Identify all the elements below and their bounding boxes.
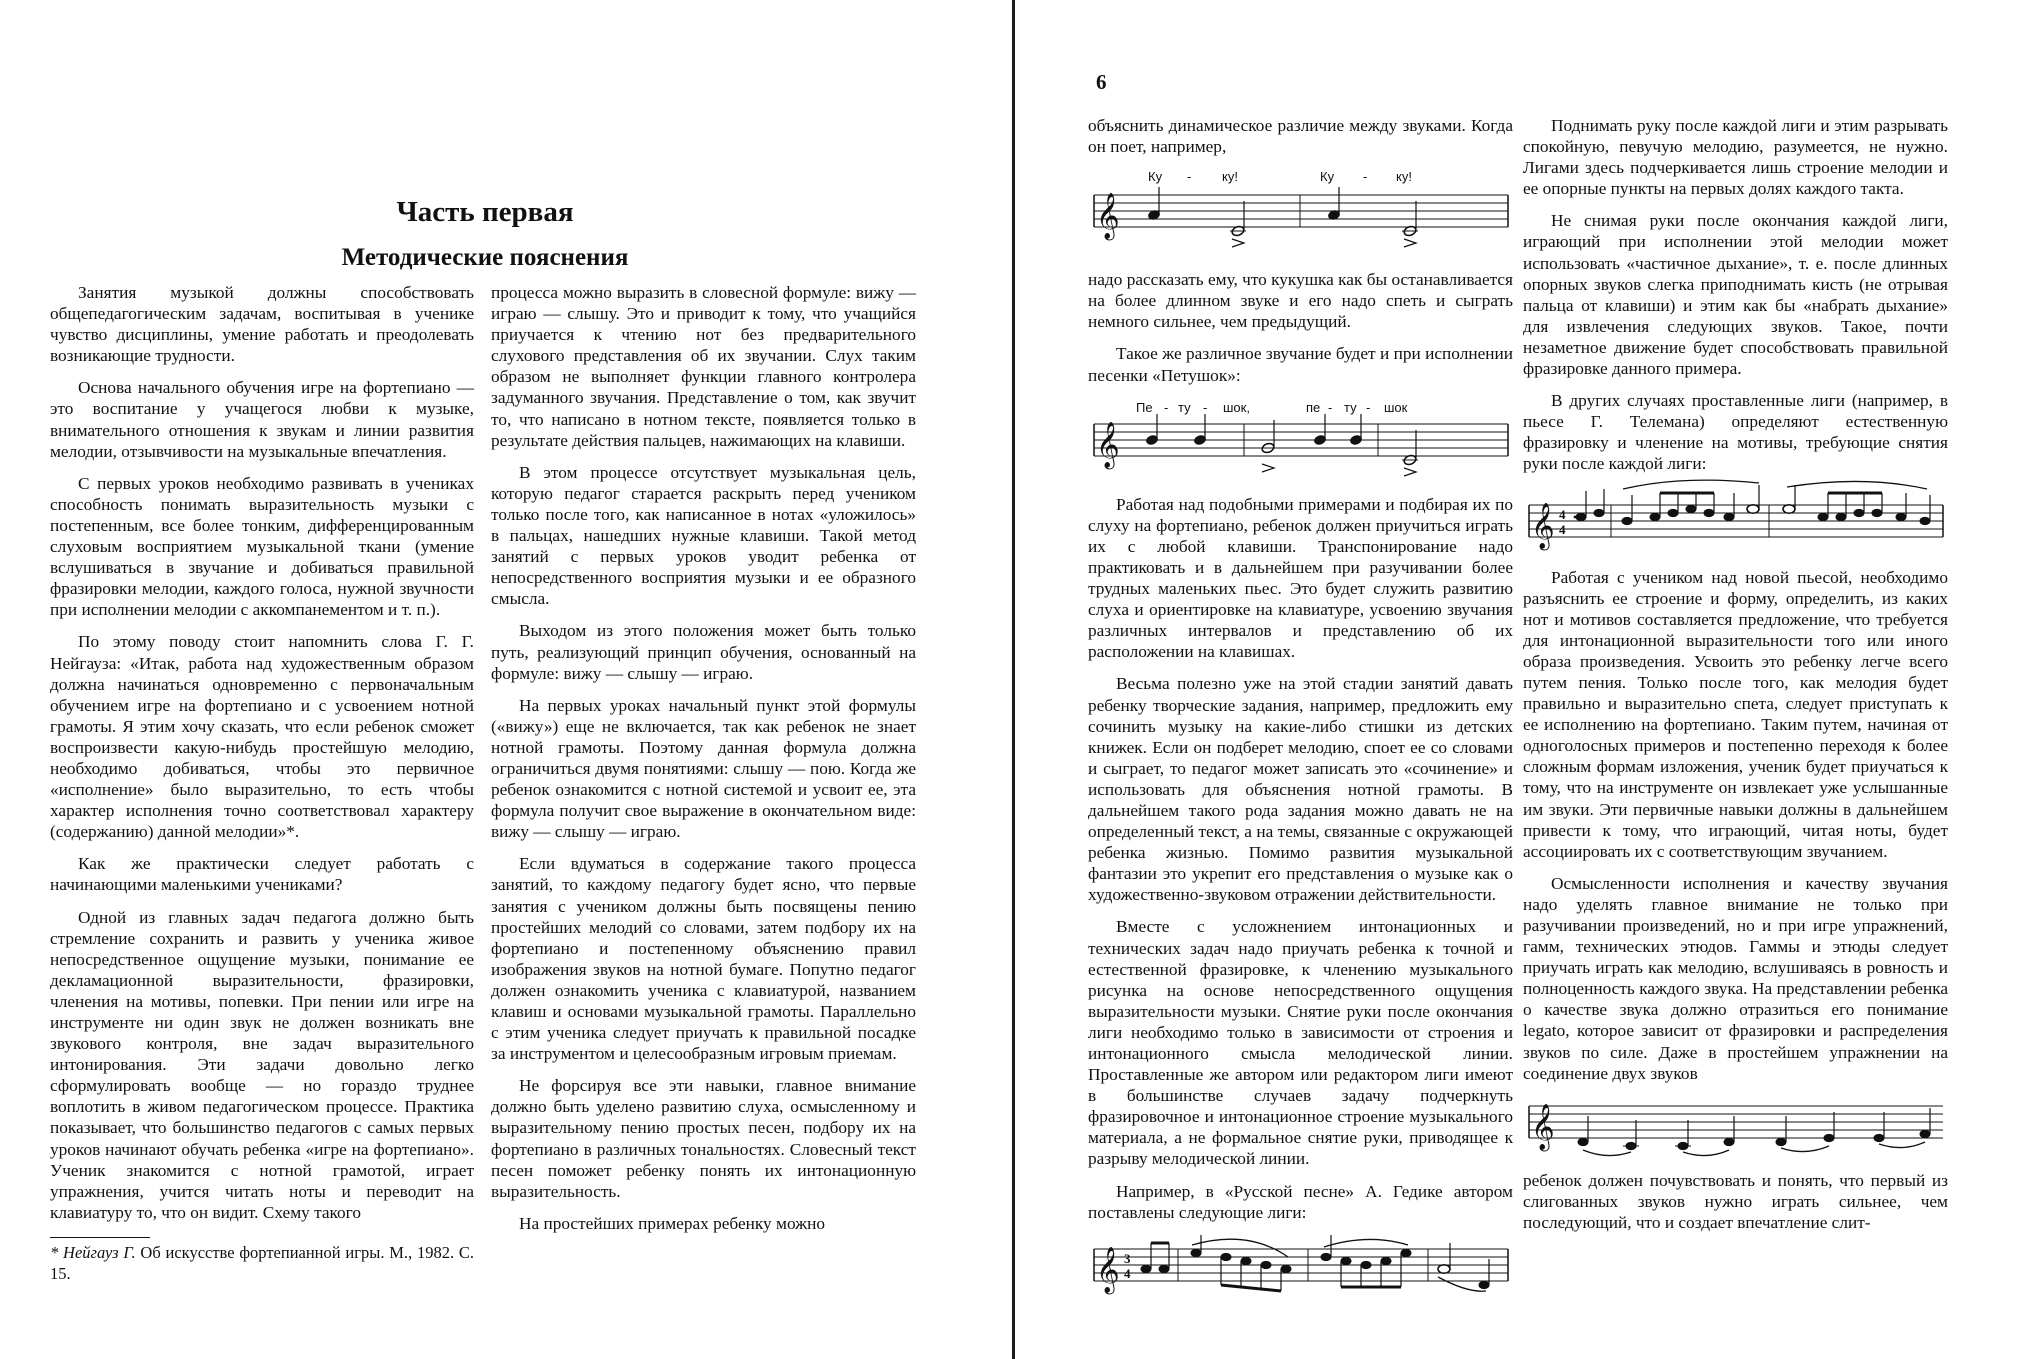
music-example-two-notes: [1523, 1088, 1948, 1158]
music-example-cuckoo: [1088, 161, 1513, 257]
note: [1920, 1108, 1930, 1138]
lyric: Пе: [1136, 399, 1153, 415]
right-page: [1020, 0, 2022, 1359]
lyric: -: [1203, 399, 1208, 415]
right-column-1: [1088, 115, 1513, 1309]
paragraph: На простейших примерах ребенку можно: [519, 1213, 825, 1233]
note: [1874, 1112, 1884, 1142]
note: [1675, 1120, 1691, 1150]
paragraph: Если вдуматься в содержание такого процесса занятий, то каждому педагогу будет ясно, что первые занятия с учеником должны быть посвящены пению простейших мелодий со словами, затем подбору их на фортепиано и постепенному объяснению правил изображения звуков на нотной бумаге. Попутно педагог должен ознакомить ученика с клавиатурой, названием клавиш и основами музыкальной грамоты. Параллельно с этим ученика следует приучать к правильной посадке за инструментом и целесообразным игровым приемам.: [491, 854, 916, 1064]
note: [1623, 1120, 1639, 1150]
treble-clef-icon: 𝄞: [1096, 1246, 1120, 1293]
left-page: [0, 0, 1010, 1359]
note: [1650, 493, 1714, 521]
footnote-rule: [50, 1237, 150, 1238]
staff: [1529, 1106, 1943, 1138]
note: [1141, 1243, 1169, 1273]
paragraph: Такое же различное звучание будет и при исполнении песенки «Петушок»:: [1088, 344, 1513, 385]
accent-mark: [1404, 239, 1416, 247]
note: [1147, 187, 1160, 221]
time-signature-bottom: 4: [1559, 521, 1566, 537]
part-title: Часть первая: [396, 196, 574, 228]
note: [1145, 414, 1158, 446]
left-column-2: [491, 282, 916, 1245]
note: [1776, 1116, 1786, 1146]
accent-mark: [1404, 468, 1416, 476]
paragraph: Например, в «Русской песне» А. Гедике автором поставлены следующие лиги:: [1088, 1181, 1513, 1222]
paragraph: По этому поводу стоит напомнить слова Г. Г. Нейгауза: «Итак, работа над художественным образом должна начинаться одновременно с первоначальным обучением игре на фортепиано и с усвоением нотной грамоты. Я этим хочу сказать, что если ребенок сможет воспроизвести какую-нибудь простейшую мелодию, необходимо добиваться, чтобы это первичное «исполнение» было выразительно, то есть чтобы характер исполнения точно соответствовал характеру (содержанию) данной мелодии»*.: [50, 632, 474, 842]
paragraph: В других случаях проставленные лиги (например, в пьесе Г. Телемана) определяют естественную фразировку и членение на мотивы, требующие снятия руки после каждой лиги:: [1523, 391, 1948, 474]
paragraph: Основа начального обучения игре на фортепиано — это воспитание у учащегося любви к музыке, внимательного отношения к звукам и линии развития мелодии, отзывчивости на музыкальные впечатления.: [50, 378, 474, 461]
lyric: ту: [1344, 399, 1357, 415]
time-signature-top: 3: [1124, 1250, 1131, 1266]
lyric: шок,: [1223, 399, 1250, 415]
lyric: шок: [1384, 399, 1408, 415]
slur: [1781, 1146, 1829, 1152]
music-example-petushok: [1088, 390, 1513, 482]
note: [1578, 1116, 1588, 1146]
lyric: -: [1363, 169, 1368, 185]
note: [1824, 1112, 1834, 1142]
paragraph: Занятия музыкой должны способствовать общепедагогическим задачам, воспитывая в ученике чувство дисциплины, умение работать и преодолевать возникающие трудности.: [50, 283, 474, 366]
accent-mark: [1262, 464, 1274, 472]
treble-clef-icon: 𝄞: [1531, 502, 1555, 549]
note: [1191, 1235, 1201, 1257]
accent-mark: [1232, 239, 1244, 247]
paragraph: Весьма полезно уже на этой стадии занятий давать ребенку творческие задания, например, предложить ему сочинить музыку на какие-либо стишки из детских книжек. Если он подберет мелодию, споет ее со словами и сыграет, то педагог может записать это «сочинение» и использовать для объяснения нотной грамоты. В дальнейшем такого рода задания можно давать не на определенный текст, а на темы, связанные с окружающей ребенка жизнью. Помимо развития музыкальной фантазии это укрепит его представления о музыке как о художественно-звуковом отражении действительности.: [1088, 674, 1513, 905]
paragraph: С первых уроков необходимо развивать в учениках способность понимать выразительность музыки с постепенным, все более тонким, дифференцированным слуховым восприятием музыкальной ткани (умение вслушиваться в звучание и добиваться правильной фразировки мелодии, каждого голоса, нужной звучности при исполнении мелодии с аккомпанементом и т. п.).: [50, 473, 474, 620]
paragraph: объяснить динамическое различие между звуками. Когда он поет, например,: [1088, 116, 1513, 157]
page-number: 6: [1096, 70, 1107, 94]
paragraph: Выходом из этого положения может быть только путь, реализующий принцип обучения, основанный на формуле: вижу — слышу — играю.: [491, 621, 916, 683]
lyric: -: [1187, 169, 1192, 185]
lyric: Ку: [1148, 169, 1163, 185]
lyric: ку!: [1396, 169, 1412, 185]
paragraph: Поднимать руку после каждой лиги и этим разрывать спокойную, певучую мелодию, разумеется, не нужно. Лигами здесь подчеркивается лишь строение мелодии и ее опорные пункты на первых долях каждого такта.: [1523, 116, 1948, 199]
lyric: ку!: [1222, 169, 1238, 185]
lyric: -: [1366, 399, 1371, 415]
slur: [1583, 1150, 1631, 1156]
lyric: -: [1328, 399, 1333, 415]
slur: [1324, 1239, 1408, 1247]
note: [1438, 1243, 1450, 1273]
note: [1622, 495, 1632, 525]
left-column-1: [50, 282, 474, 1234]
note: [1783, 485, 1795, 513]
music-example-gedike: [1088, 1227, 1513, 1297]
paragraph: процесса можно выразить в словесной формуле: вижу — играю — слышу. Это и приводит к тому, что учащийся приучается к чтению нот без предварительного слухового представления об их звучании. Слух таким образом не выполняет функции главного контролера задуманного звучания. Представление о том, как звучит то, что написано в нотном тексте, появляется только в результате действия пальцев, нажимающих на клавиши.: [491, 283, 916, 450]
time-signature-bottom: 4: [1124, 1265, 1131, 1281]
note: [1261, 420, 1275, 454]
slur: [1879, 1142, 1925, 1148]
footnote: [50, 1242, 474, 1284]
slur: [1623, 480, 1759, 489]
page-gutter: [1012, 0, 1015, 1359]
treble-clef-icon: 𝄞: [1096, 421, 1120, 468]
note: [1193, 414, 1206, 446]
section-title: Методические пояснения: [341, 244, 629, 271]
treble-clef-icon: 𝄞: [1096, 193, 1120, 240]
footnote-author: * Нейгауз Г.: [50, 1243, 136, 1262]
note: [1747, 485, 1759, 513]
lyric: ту: [1178, 399, 1191, 415]
paragraph: Работая над подобными примерами и подбирая их по слуху на фортепиано, ребенок должен приучиться играть их с любой клавиши. Транспонирование надо практиковать и в дальнейшем при разучивании более трудных маленьких пьес. Это будет служить развитию слуха и ориентировке на клавиатуре, усвоению звучания различных интервалов и представлению об их расположении на клавишах.: [1088, 494, 1513, 662]
note: [1920, 495, 1930, 525]
note: [1818, 493, 1882, 521]
footnote-text: Об искусстве фортепианной игры. М., 1982. С. 15.: [50, 1243, 474, 1283]
slur: [1683, 1150, 1729, 1156]
paragraph: В этом процессе отсутствует музыкальная цель, которую педагог старается раскрыть перед учеником только после того, как написанное в нотах «уложилось» в пальцах, нашедших нужные клавиши. Такой метод занятий с первых уроков уводит ребенка от непосредственного восприятия музыки и ее образного смысла.: [491, 462, 916, 609]
treble-clef-icon: 𝄞: [1531, 1103, 1555, 1150]
note: [1479, 1259, 1489, 1289]
note: [1221, 1253, 1291, 1291]
lyric: Ку: [1320, 169, 1335, 185]
note: [1574, 491, 1586, 521]
lyric: -: [1164, 399, 1169, 415]
note: [1594, 489, 1604, 517]
right-column-2: [1523, 115, 1948, 1244]
paragraph: Не форсируя все эти навыки, главное внимание должно быть уделено развитию слуха, осмысленному и выразительному пению простых песен, подбору их на фортепиано в различных тональностях. Словесный текст песен поможет ребенку понять их интонационную выразительность.: [491, 1076, 916, 1201]
paragraph: Одной из главных задач педагога должно быть стремление сохранить и развить у ученика живое непосредственное ощущение музыки, понимание ее декламационной выразительности, фразировки, членения на мотивы, попевки. При пении или игре на инструменте ни один звук не должен возникать вне звукового контроля, вне задач выразительного интонирования. Эти задачи довольно легко сформулировать вообще — но гораздо труднее воплотить в живом педагогическом процессе. Практика показывает, что большинство педагогов с самых первых уроков начинают обучать ребенка «игре на фортепиано». Ученик знакомится с нотной грамотой, играет упражнения, учится читать ноты и переводит на клавиатуру то, что он видит. Схему такого: [50, 907, 474, 1222]
note: [1724, 1116, 1734, 1146]
note: [1327, 187, 1340, 221]
time-signature-top: 4: [1559, 506, 1566, 522]
staff: [1529, 505, 1943, 537]
note: [1896, 493, 1906, 521]
slur: [1192, 1239, 1288, 1257]
note: [1313, 414, 1326, 446]
paragraph: Не снимая руки после окончания каждой лиги, играющий при исполнении этой мелодии может использовать «частичное дыхание», т. е. после длинных опорных звуков слегка приподнимать кисть (не отрывая пальца от клавиши) и этим как бы «набрать дыхание» для извлечения следующих звуков. Такое, почти незаметное движение будет способствовать правильной фразировке данного примера.: [1523, 211, 1948, 379]
paragraph: ребенок должен почувствовать и понять, что первый из слигованных звуков нужно играть сильнее, чем последующий, что и создает впечатление слит-: [1523, 1170, 1948, 1232]
paragraph: Осмысленности исполнения и качеству звучания надо уделять главное внимание не только при разучивании произведений, но и при игре упражнений, гамм, технических этюдов. Гаммы и этюды следует приучать играть как мелодию, вслушиваясь в ровность и полноценность каждого звука. На представлении ребенка о качестве звука должно отразиться его понимание legato, которое зависит от фразировки и распределения звуков по силе. Даже в простейшем упражнении на соединение двух звуков: [1523, 873, 1948, 1083]
paragraph: Как же практически следует работать с начинающими маленькими учениками?: [50, 854, 474, 895]
paragraph: Вместе с усложнением интонационных и технических задач надо приучать ребенка к точной и естественной фразировке, к членению музыкального рисунка на основе непосредственного ощущения выразительности музыки. Снятие руки после окончания лиги необходимо только в зависимости от строения и интонационного смысла мелодической линии. Проставленные же автором или редактором лиги имеют в большинстве случаев задачу подчеркнуть фразировочное и интонационное строение музыкального материала, а не формальное снятие руки, приводящее к разрыву мелодической линии.: [1088, 917, 1513, 1169]
lyric: пе: [1306, 399, 1321, 415]
note: [1724, 493, 1734, 521]
paragraph: Работая с учеником над новой пьесой, необходимо разъяснить ее строение и форму, определить, из каких нот и мотивов составляется предложение, что требуется для интонационной выразительности того или иного образа произведения. Усвоить это ребенку легче всего путем пения. Только после того, как мелодия будет правильно и выразительно спета, следует приступать к ее исполнению на фортепиано. Таким путем, начиная от одноголосных примеров и постепенно переходя к более сложным формам изложения, ученик будет приучаться к тому, что на инструменте он извлекает уже услышанные им звуки. Эти первичные навыки должны в дальнейшем привести к тому, что играющий, читая ноты, будет ассоциировать их с соответствующим звучанием.: [1523, 567, 1948, 861]
slur: [1787, 481, 1927, 489]
paragraph: На первых уроках начальный пункт этой формулы («вижу») еще не включается, так как ребенок не знает нотной грамоты. Поэтому данная формула должна ограничиться двумя понятиями: слышу — пою. Когда же ребенок ознакомится с нотной системой и усвоит ее, эта формула получит свое выражение в окончательном виде: вижу — слышу — играю.: [491, 695, 916, 842]
music-example-teleman: [1523, 479, 1948, 555]
note: [1349, 414, 1362, 446]
paragraph: надо рассказать ему, что кукушка как бы останавливается на более длинном звуке и его надо спеть и сыграть немного сильнее, чем предыдущий.: [1088, 270, 1513, 332]
